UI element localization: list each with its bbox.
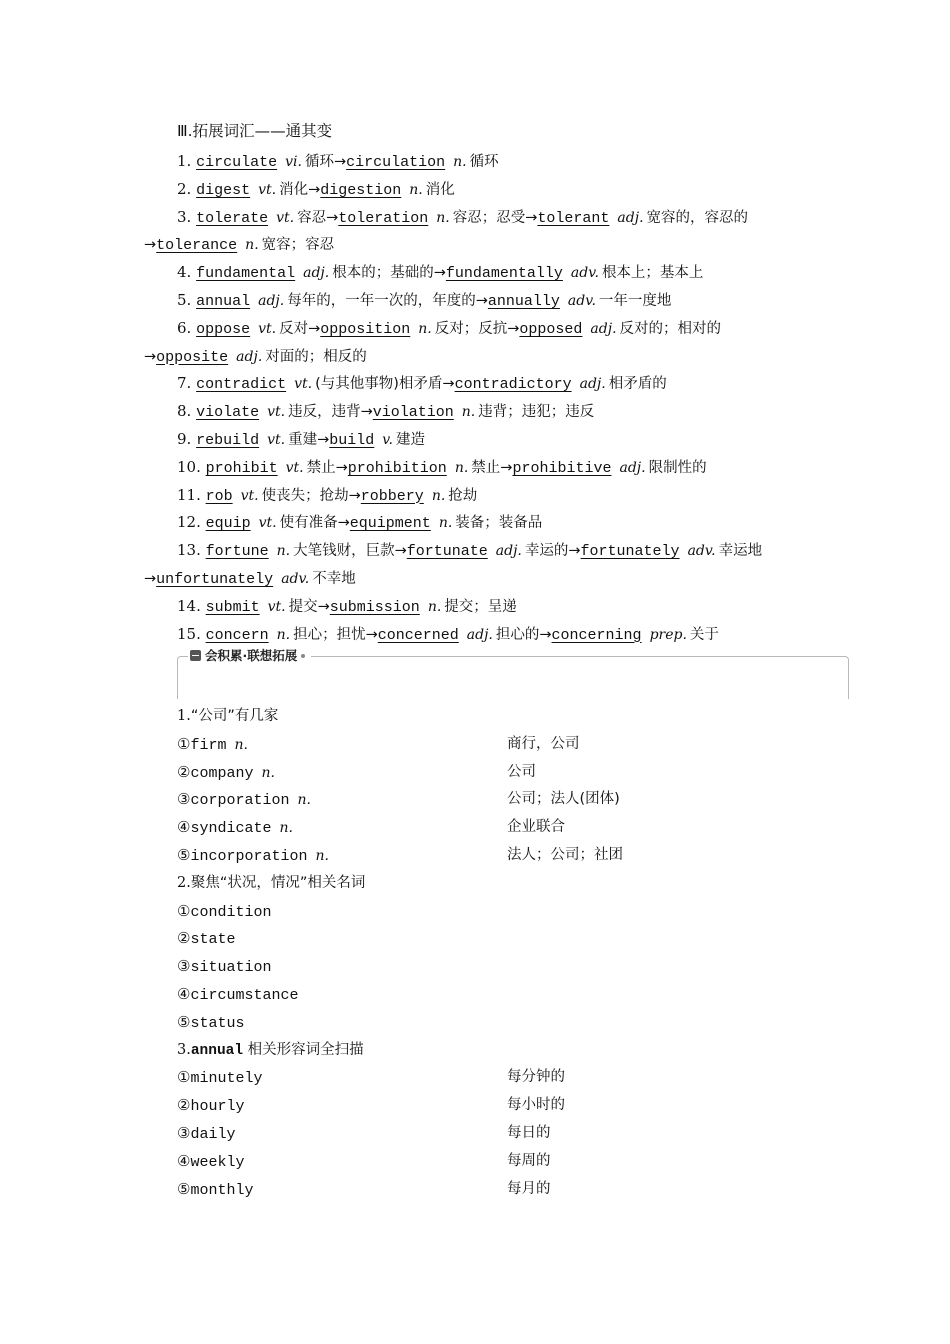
part-of-speech: n. — [431, 487, 446, 504]
arrow: → — [144, 237, 157, 254]
part-of-speech: n. — [453, 154, 467, 170]
vocab-word: opposition — [320, 320, 411, 338]
part-of-speech: adj. — [466, 626, 493, 643]
meaning: 宽容；容忍 — [261, 237, 335, 254]
meaning: (与其他事物)相矛盾→ — [315, 376, 455, 393]
vocab-word: oppose — [196, 320, 251, 338]
item-meaning: 每日的 — [507, 1125, 551, 1141]
group-item — [177, 817, 565, 839]
part-of-speech: vt. — [258, 181, 277, 198]
vocab-word: submit — [205, 598, 260, 616]
entry-number: 14. — [177, 596, 206, 615]
entry-continuation — [144, 234, 334, 256]
meaning: 大笔钱财，巨款→ — [293, 543, 407, 560]
part-of-speech: adv. — [570, 265, 599, 282]
vocab-word: digestion — [320, 181, 402, 199]
vocab-word: annual — [196, 293, 251, 310]
part-of-speech: vt. — [258, 515, 277, 532]
meaning: 消化 — [425, 181, 455, 198]
vocab-word: robbery — [360, 487, 424, 505]
group-item — [177, 845, 623, 867]
vocab-word: circulation — [346, 154, 446, 171]
part-of-speech: adj. — [619, 459, 646, 476]
meaning: 装备；装备品 — [455, 515, 543, 532]
item-word: ②hourly — [177, 1098, 245, 1116]
meaning: 使丧失；抢劫→ — [261, 487, 361, 504]
entry-number: 12. — [177, 513, 206, 532]
vocab-word: concerned — [377, 626, 459, 644]
meaning: 违反，违背→ — [288, 404, 373, 421]
group-item — [177, 901, 271, 923]
meaning: 对面的；相反的 — [265, 348, 367, 365]
item-word: ⑤status — [177, 1014, 245, 1032]
meaning: 禁止→ — [306, 459, 348, 476]
entry-number: 15. — [177, 624, 206, 643]
vocab-word: tolerance — [156, 237, 238, 255]
item-word: ①condition — [177, 903, 272, 921]
entry-number: 10. — [177, 457, 206, 476]
part-of-speech: n. — [276, 626, 291, 643]
entry-number: 2. — [177, 179, 197, 198]
meaning: 幸运的→ — [524, 543, 581, 560]
part-of-speech: adj. — [590, 320, 617, 337]
item-meaning: 每月的 — [507, 1180, 551, 1197]
entry-line — [177, 373, 667, 395]
part-of-speech: adv. — [281, 571, 310, 587]
group-item — [177, 1151, 551, 1173]
item-meaning: 每分钟的 — [507, 1069, 565, 1086]
meaning: 反对；反抗→ — [434, 320, 520, 337]
entry-continuation — [144, 568, 356, 590]
meaning: 消化→ — [279, 181, 321, 198]
vocab-word: unfortunately — [156, 571, 274, 588]
part-of-speech: n. — [297, 792, 311, 809]
entry-number: 4. — [177, 263, 197, 282]
vocab-word: fortune — [205, 543, 269, 561]
item-meaning: 每小时的 — [507, 1097, 565, 1114]
item-meaning: 法人；公司；社团 — [507, 847, 623, 863]
meaning: 相矛盾的 — [608, 376, 667, 393]
part-of-speech: adj. — [303, 265, 330, 282]
vocab-word: violation — [372, 404, 454, 422]
part-of-speech: adj. — [579, 376, 606, 393]
item-word: ②state — [177, 931, 236, 949]
group-number: 2. — [177, 874, 191, 891]
entry-line — [177, 512, 542, 534]
arrow: → — [144, 348, 157, 365]
part-of-speech: n. — [315, 848, 329, 864]
group-keyword: annual — [190, 1042, 244, 1059]
vocab-word: toleration — [338, 209, 429, 227]
meaning: 关于 — [689, 626, 719, 643]
vocab-word: concerning — [551, 626, 642, 644]
meaning: 根本的；基础的→ — [332, 265, 446, 282]
part-of-speech: n. — [276, 543, 291, 560]
group-title: “公司”有几家 — [190, 708, 279, 724]
meaning: 抢劫 — [448, 487, 478, 504]
entry-line — [177, 457, 707, 479]
part-of-speech: n. — [234, 736, 248, 753]
group-item — [177, 984, 298, 1006]
part-of-speech: n. — [409, 181, 423, 198]
group-item — [177, 1123, 551, 1145]
item-meaning: 每周的 — [507, 1152, 551, 1169]
vocab-word: equip — [205, 515, 251, 533]
entry-line — [177, 318, 721, 340]
group-heading — [177, 706, 278, 726]
item-word: ④circumstance — [177, 987, 299, 1004]
vocab-word: rebuild — [196, 432, 260, 449]
meaning: 禁止→ — [471, 459, 513, 476]
entry-line — [177, 262, 703, 284]
group-item — [177, 1179, 551, 1201]
entry-line — [177, 401, 594, 423]
part-of-speech: n. — [418, 320, 432, 337]
entry-line — [177, 290, 671, 312]
item-meaning: 公司 — [507, 763, 536, 780]
vocab-word: fundamental — [196, 265, 296, 283]
item-word: ③daily — [177, 1126, 236, 1143]
vocab-word: tolerant — [537, 209, 610, 227]
meaning: 反对的；相对的 — [619, 320, 722, 337]
item-word: ③situation — [177, 959, 272, 977]
item-word: ⑤monthly — [177, 1181, 254, 1199]
entry-line — [177, 429, 425, 451]
part-of-speech: adj. — [258, 293, 285, 309]
meaning: 限制性的 — [648, 459, 707, 476]
entry-continuation — [144, 346, 367, 368]
vocab-word: concern — [205, 626, 269, 644]
vocab-word: violate — [196, 404, 260, 422]
item-meaning: 商行，公司 — [507, 735, 580, 752]
meaning: 提交→ — [288, 598, 330, 615]
part-of-speech: vt. — [276, 209, 295, 226]
group-title: 聚焦“状况，情况”相关名词 — [190, 874, 366, 891]
part-of-speech: adj. — [236, 348, 263, 365]
entry-line — [177, 540, 762, 562]
vocab-word: fortunately — [580, 543, 680, 561]
part-of-speech: vt. — [267, 432, 286, 448]
note-icon — [190, 650, 201, 661]
meaning: 循环→ — [304, 154, 347, 170]
item-word: ②company — [177, 764, 254, 782]
entry-number: 5. — [177, 291, 197, 309]
vocab-word: contradictory — [454, 376, 572, 394]
meaning: 根本上；基本上 — [601, 265, 704, 282]
entry-number: 6. — [177, 318, 197, 337]
vocab-word: annually — [487, 293, 560, 310]
part-of-speech: adj. — [495, 543, 522, 560]
vocab-word: fortunate — [406, 543, 488, 561]
part-of-speech: prep. — [649, 626, 687, 643]
item-word: ④weekly — [177, 1153, 245, 1171]
entry-number: 7. — [177, 374, 197, 393]
group-item — [177, 762, 536, 784]
item-word: ①firm — [177, 736, 227, 754]
meaning: 容忍；忍受→ — [452, 209, 538, 226]
meaning: 每年的，一年一次的，年度的→ — [287, 293, 488, 309]
vocab-word: circulate — [196, 154, 278, 171]
part-of-speech: n. — [245, 237, 259, 254]
group-heading — [177, 873, 365, 893]
vocab-word: rob — [205, 487, 233, 505]
group-item — [177, 956, 271, 978]
meaning: 一年一度地 — [598, 293, 672, 309]
part-of-speech: n. — [427, 598, 442, 615]
group-heading — [177, 1040, 364, 1061]
part-of-speech: n. — [454, 459, 469, 476]
vocab-word: fundamentally — [445, 265, 563, 283]
part-of-speech: vi. — [285, 154, 302, 170]
item-meaning: 公司；法人(团体) — [507, 791, 620, 808]
arrow: → — [144, 571, 157, 587]
meaning: 建造 — [395, 432, 425, 448]
meaning: 担心；担忧→ — [293, 626, 378, 643]
group-number: 3. — [177, 1041, 191, 1058]
group-item — [177, 1067, 565, 1089]
entry-number: 13. — [177, 541, 206, 560]
meaning: 使有准备→ — [279, 515, 350, 532]
tip-box-label: 会积累·联想拓展 — [205, 648, 298, 663]
meaning: 幸运地 — [718, 543, 763, 560]
meaning: 宽容的，容忍的 — [646, 209, 749, 226]
meaning: 不幸地 — [312, 571, 356, 587]
group-number: 1. — [177, 708, 191, 724]
group-item — [177, 789, 620, 811]
entry-number: 1. — [177, 152, 197, 170]
entry-number: 8. — [177, 402, 197, 421]
vocab-word: contradict — [196, 376, 287, 394]
part-of-speech: vt. — [267, 598, 286, 615]
part-of-speech: n. — [261, 764, 275, 781]
part-of-speech: n. — [436, 209, 450, 226]
item-word: ⑤incorporation — [177, 848, 308, 865]
item-word: ④syndicate — [177, 820, 272, 838]
entry-line — [177, 624, 719, 646]
entry-line — [177, 151, 499, 173]
meaning: 容忍→ — [297, 209, 339, 226]
vocab-word: prohibit — [205, 459, 278, 477]
tip-box-title — [188, 648, 311, 664]
group-item — [177, 1095, 565, 1117]
part-of-speech: vt. — [294, 376, 313, 393]
meaning: 反对→ — [279, 320, 321, 337]
vocab-word: prohibition — [347, 459, 447, 477]
part-of-speech: vt. — [267, 404, 286, 421]
vocab-word: build — [329, 432, 375, 449]
meaning: 循环 — [469, 154, 499, 170]
vocab-word: tolerate — [196, 209, 269, 227]
entry-line — [177, 179, 455, 201]
group-item — [177, 928, 235, 950]
vocab-word: opposite — [156, 348, 229, 366]
meaning: 担心的→ — [495, 626, 552, 643]
vocab-word: submission — [329, 598, 420, 616]
group-item — [177, 734, 580, 756]
vocab-word: prohibitive — [512, 459, 612, 477]
part-of-speech: n. — [461, 404, 476, 421]
part-of-speech: vt. — [285, 459, 304, 476]
vocab-word: digest — [196, 181, 251, 199]
part-of-speech: n. — [279, 820, 293, 837]
item-word: ③corporation — [177, 792, 290, 810]
entry-number: 11. — [177, 485, 206, 504]
part-of-speech: vt. — [240, 487, 259, 504]
entry-number: 9. — [177, 430, 197, 448]
entry-number: 3. — [177, 207, 197, 226]
entry-line — [177, 596, 517, 618]
part-of-speech: adv. — [687, 543, 716, 560]
meaning: 重建→ — [288, 432, 330, 448]
vocab-word: equipment — [349, 515, 431, 533]
vocab-word: opposed — [519, 320, 583, 338]
part-of-speech: adj. — [617, 209, 644, 226]
entry-line — [177, 485, 477, 507]
group-item — [177, 1012, 244, 1034]
dot-icon — [301, 654, 305, 658]
part-of-speech: n. — [438, 515, 453, 532]
section-title: Ⅲ.拓展词汇——通其变 — [177, 122, 333, 140]
part-of-speech: v. — [382, 432, 393, 448]
meaning: 提交；呈递 — [444, 598, 517, 615]
part-of-speech: vt. — [258, 320, 277, 337]
part-of-speech: adv. — [567, 293, 596, 309]
group-title-rest: 相关形容词全扫描 — [243, 1041, 364, 1058]
entry-line — [177, 207, 748, 229]
meaning: 违背；违犯；违反 — [478, 404, 595, 421]
item-meaning: 企业联合 — [507, 819, 565, 836]
item-word: ①minutely — [177, 1070, 263, 1088]
